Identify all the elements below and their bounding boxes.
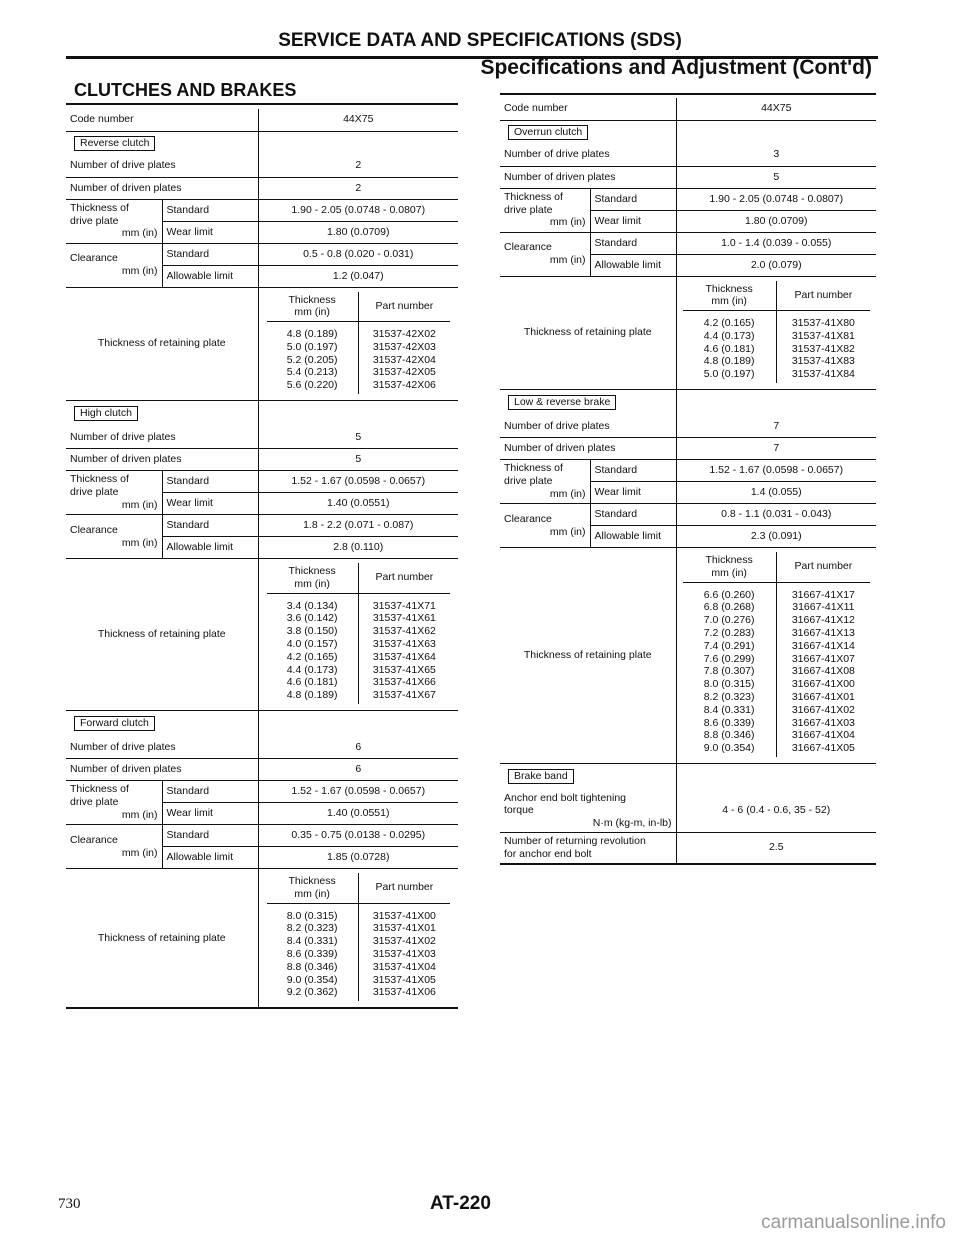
high-clutch-title: High clutch <box>74 406 138 421</box>
part-number-column-header: Part number <box>358 563 450 593</box>
plate-thickness: 8.2 (0.323) <box>703 691 755 704</box>
thickness-column-header: Thickness mm (in) <box>683 281 777 311</box>
plate-thickness: 8.0 (0.315) <box>286 909 338 922</box>
drive-plates-value: 2 <box>258 155 458 177</box>
clearance-label: Clearance mm (in) <box>66 243 162 287</box>
reverse-clutch-title: Reverse clutch <box>74 136 155 151</box>
plate-part-number: 31537-41X80 <box>791 317 855 330</box>
thickness-wear-value: 1.80 (0.0709) <box>258 221 458 243</box>
plate-thickness: 4.8 (0.189) <box>286 689 338 702</box>
plate-thickness: 3.4 (0.134) <box>286 599 338 612</box>
retaining-plate-table <box>267 292 451 395</box>
retaining-plate-label: Thickness of retaining plate <box>66 287 258 401</box>
plate-part-number: 31537-41X82 <box>791 342 855 355</box>
driven-plates-value: 5 <box>676 166 876 188</box>
driven-plates-value: 2 <box>258 177 458 199</box>
drive-plates-label: Number of drive plates <box>500 144 676 166</box>
watermark: carmanualsonline.info <box>761 1212 946 1233</box>
drive-plates-value: 6 <box>258 737 458 759</box>
thickness-wear-value: 1.40 (0.0551) <box>258 493 458 515</box>
drive-plate-thickness-label: Thickness of drive plate mm (in) <box>500 188 590 232</box>
plate-thickness: 5.0 (0.197) <box>286 340 338 353</box>
clearance-label: Clearance mm (in) <box>500 232 590 276</box>
allowable-limit-label: Allowable limit <box>162 847 258 869</box>
drive-plates-label: Number of drive plates <box>66 155 258 177</box>
code-number-value: 44X75 <box>676 98 876 120</box>
plate-part-number: 31667-41X11 <box>792 601 855 614</box>
wear-limit-label: Wear limit <box>590 210 676 232</box>
plate-thickness: 9.0 (0.354) <box>286 973 338 986</box>
allowable-limit-label: Allowable limit <box>162 537 258 559</box>
thickness-column-header: Thickness mm (in) <box>267 563 359 593</box>
driven-plates-value: 7 <box>676 438 876 460</box>
anchor-bolt-torque-value: 4 - 6 (0.4 - 0.6, 35 - 52) <box>676 790 876 833</box>
thickness-column-header: Thickness mm (in) <box>267 292 359 322</box>
right-spec-table <box>500 98 876 865</box>
plate-part-number: 31667-41X13 <box>791 627 855 640</box>
drive-plate-thickness-label: Thickness of drive plate mm (in) <box>66 781 162 825</box>
plate-thickness: 4.2 (0.165) <box>286 650 338 663</box>
clearance-standard-value: 1.0 - 1.4 (0.039 - 0.055) <box>676 232 876 254</box>
wear-limit-label: Wear limit <box>590 482 676 504</box>
plate-thickness: 7.8 (0.307) <box>703 665 755 678</box>
drive-plate-thickness-label: Thickness of drive plate mm (in) <box>66 199 162 243</box>
wear-limit-label: Wear limit <box>162 493 258 515</box>
plate-thickness: 7.4 (0.291) <box>703 639 755 652</box>
plate-thickness: 4.4 (0.173) <box>703 329 755 342</box>
clearance-allowable-value: 2.8 (0.110) <box>258 537 458 559</box>
plate-thickness: 7.0 (0.276) <box>703 614 755 627</box>
driven-plates-label: Number of driven plates <box>500 438 676 460</box>
allowable-limit-label: Allowable limit <box>590 526 676 548</box>
clearance-standard-label: Standard <box>162 515 258 537</box>
plate-thickness: 9.0 (0.354) <box>703 742 755 755</box>
code-number-label: Code number <box>500 98 676 120</box>
drive-plate-thickness-label: Thickness of drive plate mm (in) <box>66 471 162 515</box>
plate-part-number: 31667-41X12 <box>791 614 855 627</box>
plate-thickness: 4.2 (0.165) <box>703 317 755 330</box>
thickness-standard-value: 1.52 - 1.67 (0.0598 - 0.0657) <box>258 781 458 803</box>
returning-revolution-label: Number of returning revolution for anchor end bolt <box>500 832 676 863</box>
clearance-standard-label: Standard <box>590 232 676 254</box>
plate-thickness: 4.6 (0.181) <box>703 342 755 355</box>
part-number-column-header: Part number <box>776 281 870 311</box>
plate-part-number: 31667-41X03 <box>791 716 855 729</box>
plate-part-number: 31537-41X81 <box>791 329 855 342</box>
page-subtitle: Specifications and Adjustment (Cont'd) <box>480 56 872 79</box>
clearance-label: Clearance mm (in) <box>66 825 162 869</box>
plate-thickness: 7.6 (0.299) <box>703 652 755 665</box>
code-number-value: 44X75 <box>258 109 458 131</box>
plate-thickness: 8.0 (0.315) <box>703 678 755 691</box>
standard-label: Standard <box>590 460 676 482</box>
plate-thickness: 3.8 (0.150) <box>286 625 338 638</box>
plate-part-number: 31537-41X83 <box>791 355 855 368</box>
drive-plates-label: Number of drive plates <box>66 427 258 449</box>
plate-part-number: 31667-41X00 <box>791 678 855 691</box>
left-spec-table <box>66 109 458 1009</box>
plate-thickness: 4.6 (0.181) <box>286 676 338 689</box>
drive-plate-thickness-label: Thickness of drive plate mm (in) <box>500 460 590 504</box>
plate-part-number: 31537-42X02 <box>372 328 436 341</box>
driven-plates-value: 5 <box>258 449 458 471</box>
plate-part-number: 31667-41X01 <box>791 691 855 704</box>
plate-part-number: 31537-41X84 <box>791 368 855 381</box>
clearance-allowable-value: 2.3 (0.091) <box>676 526 876 548</box>
retaining-plate-table <box>683 281 871 384</box>
plate-part-number: 31667-41X05 <box>791 742 855 755</box>
retaining-plate-table <box>267 563 451 704</box>
drive-plates-value: 3 <box>676 144 876 166</box>
plate-thickness: 5.2 (0.205) <box>286 353 338 366</box>
forward-clutch-title: Forward clutch <box>74 716 155 731</box>
plate-thickness: 6.8 (0.268) <box>703 601 755 614</box>
plate-thickness: 8.8 (0.346) <box>286 960 338 973</box>
plate-thickness: 4.8 (0.189) <box>703 355 755 368</box>
retaining-plate-label: Thickness of retaining plate <box>66 869 258 1009</box>
clearance-standard-value: 0.35 - 0.75 (0.0138 - 0.0295) <box>258 825 458 847</box>
plate-part-number: 31537-41X66 <box>372 676 436 689</box>
plate-thickness: 4.0 (0.157) <box>286 638 338 651</box>
plate-thickness: 5.6 (0.220) <box>286 379 338 392</box>
plate-part-number: 31537-41X01 <box>372 922 436 935</box>
plate-part-number: 31537-41X67 <box>372 689 436 702</box>
clearance-standard-label: Standard <box>162 825 258 847</box>
page-code: AT-220 <box>430 1193 491 1214</box>
plate-thickness: 8.4 (0.331) <box>703 703 755 716</box>
clearance-label: Clearance mm (in) <box>500 504 590 548</box>
part-number-column-header: Part number <box>776 552 870 582</box>
clearance-allowable-value: 2.0 (0.079) <box>676 254 876 276</box>
page-number: 730 <box>58 1196 81 1212</box>
clearance-standard-value: 0.5 - 0.8 (0.020 - 0.031) <box>258 243 458 265</box>
plate-thickness: 4.8 (0.189) <box>286 328 338 341</box>
clearance-standard-label: Standard <box>162 243 258 265</box>
plate-thickness: 7.2 (0.283) <box>703 627 755 640</box>
clearance-standard-value: 1.8 - 2.2 (0.071 - 0.087) <box>258 515 458 537</box>
driven-plates-label: Number of driven plates <box>500 166 676 188</box>
plate-part-number: 31537-41X62 <box>372 625 436 638</box>
retaining-plate-label: Thickness of retaining plate <box>500 548 676 764</box>
clearance-standard-label: Standard <box>590 504 676 526</box>
clearance-label: Clearance mm (in) <box>66 515 162 559</box>
part-number-column-header: Part number <box>358 292 450 322</box>
plate-thickness: 8.6 (0.339) <box>286 948 338 961</box>
plate-part-number: 31537-41X64 <box>372 650 436 663</box>
plate-part-number: 31537-41X00 <box>372 909 436 922</box>
standard-label: Standard <box>162 471 258 493</box>
anchor-bolt-torque-label: Anchor end bolt tightening torque N·m (kg-m, in-lb) <box>500 790 676 833</box>
plate-thickness: 3.6 (0.142) <box>286 612 338 625</box>
drive-plates-label: Number of drive plates <box>500 416 676 438</box>
plate-part-number: 31537-41X03 <box>372 948 436 961</box>
code-number-label: Code number <box>66 109 258 131</box>
returning-revolution-value: 2.5 <box>676 832 876 863</box>
driven-plates-label: Number of driven plates <box>66 759 258 781</box>
plate-part-number: 31537-41X71 <box>372 599 436 612</box>
thickness-standard-value: 1.52 - 1.67 (0.0598 - 0.0657) <box>676 460 876 482</box>
retaining-plate-label: Thickness of retaining plate <box>66 559 258 711</box>
plate-part-number: 31537-41X04 <box>372 960 436 973</box>
plate-part-number: 31537-42X03 <box>372 340 436 353</box>
plate-part-number: 31537-41X63 <box>372 638 436 651</box>
thickness-standard-value: 1.52 - 1.67 (0.0598 - 0.0657) <box>258 471 458 493</box>
section-title: CLUTCHES AND BRAKES <box>74 80 297 100</box>
low-reverse-brake-title: Low & reverse brake <box>508 395 616 410</box>
thickness-standard-value: 1.90 - 2.05 (0.0748 - 0.0807) <box>676 188 876 210</box>
plate-part-number: 31537-42X05 <box>372 366 436 379</box>
standard-label: Standard <box>590 188 676 210</box>
standard-label: Standard <box>162 781 258 803</box>
driven-plates-label: Number of driven plates <box>66 449 258 471</box>
plate-part-number: 31667-41X04 <box>791 729 855 742</box>
plate-thickness: 5.0 (0.197) <box>703 368 755 381</box>
retaining-plate-label: Thickness of retaining plate <box>500 276 676 390</box>
plate-thickness: 8.6 (0.339) <box>703 716 755 729</box>
plate-part-number: 31537-42X04 <box>372 353 436 366</box>
plate-part-number: 31667-41X17 <box>791 588 855 601</box>
allowable-limit-label: Allowable limit <box>590 254 676 276</box>
brake-band-title: Brake band <box>508 769 574 784</box>
plate-thickness: 5.4 (0.213) <box>286 366 338 379</box>
standard-label: Standard <box>162 199 258 221</box>
plate-thickness: 9.2 (0.362) <box>286 986 338 999</box>
allowable-limit-label: Allowable limit <box>162 265 258 287</box>
thickness-column-header: Thickness mm (in) <box>267 873 359 903</box>
thickness-wear-value: 1.80 (0.0709) <box>676 210 876 232</box>
plate-thickness: 6.6 (0.260) <box>703 588 755 601</box>
plate-part-number: 31667-41X02 <box>791 703 855 716</box>
retaining-plate-table <box>683 552 871 757</box>
left-column-rule <box>66 103 458 105</box>
plate-thickness: 8.4 (0.331) <box>286 935 338 948</box>
right-column-rule <box>500 93 876 95</box>
wear-limit-label: Wear limit <box>162 803 258 825</box>
plate-part-number: 31537-41X05 <box>372 973 436 986</box>
clearance-allowable-value: 1.85 (0.0728) <box>258 847 458 869</box>
retaining-plate-table <box>267 873 451 1001</box>
plate-part-number: 31537-41X65 <box>372 663 436 676</box>
clearance-allowable-value: 1.2 (0.047) <box>258 265 458 287</box>
thickness-standard-value: 1.90 - 2.05 (0.0748 - 0.0807) <box>258 199 458 221</box>
plate-part-number: 31537-41X61 <box>372 612 436 625</box>
plate-part-number: 31537-42X06 <box>372 379 436 392</box>
plate-part-number: 31667-41X08 <box>791 665 855 678</box>
plate-part-number: 31537-41X02 <box>372 935 436 948</box>
plate-part-number: 31537-41X06 <box>372 986 436 999</box>
driven-plates-value: 6 <box>258 759 458 781</box>
driven-plates-label: Number of driven plates <box>66 177 258 199</box>
plate-thickness: 8.8 (0.346) <box>703 729 755 742</box>
clearance-standard-value: 0.8 - 1.1 (0.031 - 0.043) <box>676 504 876 526</box>
plate-part-number: 31667-41X14 <box>791 639 855 652</box>
thickness-wear-value: 1.4 (0.055) <box>676 482 876 504</box>
drive-plates-value: 5 <box>258 427 458 449</box>
drive-plates-label: Number of drive plates <box>66 737 258 759</box>
thickness-column-header: Thickness mm (in) <box>683 552 777 582</box>
drive-plates-value: 7 <box>676 416 876 438</box>
plate-thickness: 4.4 (0.173) <box>286 663 338 676</box>
wear-limit-label: Wear limit <box>162 221 258 243</box>
plate-part-number: 31667-41X07 <box>791 652 855 665</box>
thickness-wear-value: 1.40 (0.0551) <box>258 803 458 825</box>
plate-thickness: 8.2 (0.323) <box>286 922 338 935</box>
page-title: SERVICE DATA AND SPECIFICATIONS (SDS) <box>278 30 682 51</box>
overrun-clutch-title: Overrun clutch <box>508 125 588 140</box>
part-number-column-header: Part number <box>358 873 450 903</box>
